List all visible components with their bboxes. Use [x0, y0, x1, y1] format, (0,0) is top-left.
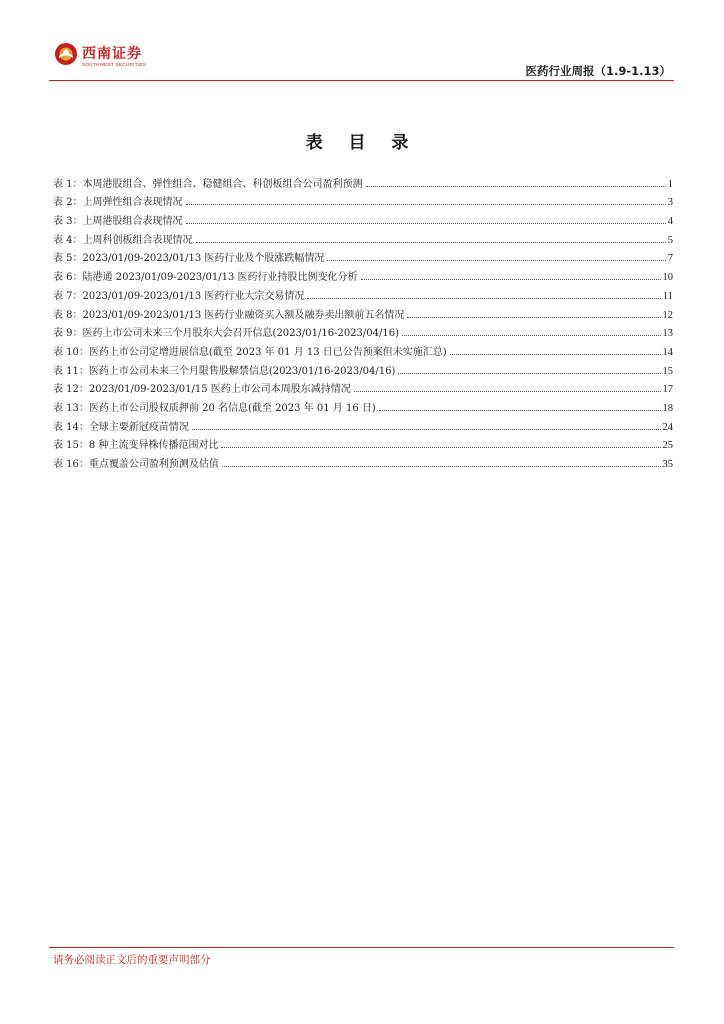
- toc-entry-14[interactable]: [53, 414, 673, 433]
- toc-entry-page: 14: [662, 346, 673, 358]
- toc-entry-label: 表 5：2023/01/09-2023/01/13 医药行业及个股涨跌幅情况: [53, 253, 325, 265]
- toc-entry-page: 18: [662, 402, 673, 414]
- toc-entry-label: 表 14：全球主要新冠疫苗情况: [53, 421, 189, 433]
- toc-entry-7[interactable]: [53, 283, 673, 302]
- toc-entry-label: 表 4：上周科创板组合表现情况: [53, 234, 193, 246]
- toc-entry-page: 3: [667, 197, 673, 209]
- toc-entry-label: 表 15：8 种主流变异株传播范围对比: [53, 440, 219, 452]
- toc-entry-page: 35: [662, 459, 673, 470]
- toc-entry-label: 表 7：2023/01/09-2023/01/13 医药行业大宗交易情况: [53, 290, 305, 302]
- toc-entry-11[interactable]: [53, 358, 673, 377]
- logo-text-en: SOUTHWEST SECURITIES: [82, 62, 147, 67]
- toc-dot-leader: [407, 317, 660, 318]
- toc-dot-leader: [221, 447, 660, 448]
- toc-dot-leader: [186, 223, 666, 224]
- toc-dot-leader: [196, 242, 666, 243]
- toc-entry-label: 表 2：上周弹性组合表现情况: [53, 197, 183, 209]
- toc-entry-page: 17: [662, 384, 673, 396]
- toc-entry-12[interactable]: [53, 377, 673, 396]
- report-title: 医药行业周报（1.9-1.13）: [525, 64, 671, 78]
- toc-entry-3[interactable]: [53, 208, 673, 227]
- toc-entry-5[interactable]: [53, 246, 673, 265]
- toc-entry-label: 表 1：本周港股组合、弹性组合、稳健组合、科创板组合公司盈利预测: [53, 178, 363, 190]
- toc-dot-leader: [361, 279, 661, 280]
- toc-entry-page: 25: [662, 440, 673, 452]
- toc-entry-page: 12: [662, 309, 673, 321]
- toc-entry-label: 表 6：陆港通 2023/01/09-2023/01/13 医药行业持股比例变化分析: [53, 272, 358, 284]
- table-of-contents: [53, 171, 673, 470]
- toc-entry-label: 表 16：重点覆盖公司盈利预测及估值: [53, 459, 219, 470]
- toc-dot-leader: [192, 429, 661, 430]
- header-divider: [49, 80, 674, 81]
- toc-entry-8[interactable]: [53, 302, 673, 321]
- logo-mark-icon: [54, 42, 78, 66]
- toc-entry-9[interactable]: [53, 321, 673, 340]
- toc-entry-page: 15: [662, 365, 673, 377]
- toc-entry-page: 24: [662, 421, 673, 433]
- toc-dot-leader: [402, 335, 661, 336]
- page-header: [0, 0, 724, 82]
- toc-title: 表 目 录: [305, 133, 419, 153]
- toc-entry-page: 10: [662, 272, 673, 284]
- toc-entry-page: 1: [667, 178, 673, 190]
- toc-entry-4[interactable]: [53, 227, 673, 246]
- toc-entry-13[interactable]: [53, 395, 673, 414]
- company-logo: [54, 42, 154, 74]
- toc-entry-6[interactable]: [53, 264, 673, 283]
- toc-dot-leader: [307, 298, 661, 299]
- toc-entry-label: 表 3：上周港股组合表现情况: [53, 216, 183, 228]
- toc-entry-label: 表 12：2023/01/09-2023/01/15 医药上市公司本周股东减持情况: [53, 384, 351, 396]
- toc-dot-leader: [379, 410, 661, 411]
- toc-entry-16[interactable]: [53, 451, 673, 470]
- footer-disclaimer: 请务必阅读正文后的重要声明部分: [53, 954, 211, 966]
- toc-entry-page: 4: [667, 216, 673, 228]
- toc-entry-label: 表 13：医药上市公司股权质押前 20 名信息(截至 2023 年 01 月 16 日): [53, 402, 376, 414]
- toc-entry-page: 7: [667, 253, 673, 265]
- toc-dot-leader: [398, 373, 660, 374]
- toc-dot-leader: [222, 466, 661, 467]
- toc-entry-page: 5: [667, 234, 673, 246]
- toc-dot-leader: [366, 186, 666, 187]
- footer-divider: [49, 947, 674, 948]
- logo-text-cn: 西南证券: [82, 46, 142, 62]
- toc-entry-label: 表 8：2023/01/09-2023/01/13 医药行业融资买入额及融券卖出额前五名情况: [53, 309, 405, 321]
- toc-dot-leader: [354, 391, 661, 392]
- toc-dot-leader: [450, 354, 661, 355]
- toc-entry-label: 表 9：医药上市公司未来三个月股东大会召开信息(2023/01/16-2023/04/16): [53, 328, 399, 340]
- toc-entry-label: 表 11：医药上市公司未来三个月限售股解禁信息(2023/01/16-2023/04/16): [53, 365, 396, 377]
- toc-dot-leader: [186, 204, 666, 205]
- toc-entry-2[interactable]: [53, 190, 673, 209]
- toc-entry-1[interactable]: [53, 171, 673, 190]
- toc-entry-page: 13: [662, 328, 673, 340]
- toc-entry-10[interactable]: [53, 339, 673, 358]
- toc-entry-label: 表 10：医药上市公司定增进展信息(截至 2023 年 01 月 13 日已公告预案但未实施汇总): [53, 346, 447, 358]
- toc-entry-page: 11: [662, 290, 673, 302]
- toc-dot-leader: [327, 260, 665, 261]
- toc-entry-15[interactable]: [53, 433, 673, 452]
